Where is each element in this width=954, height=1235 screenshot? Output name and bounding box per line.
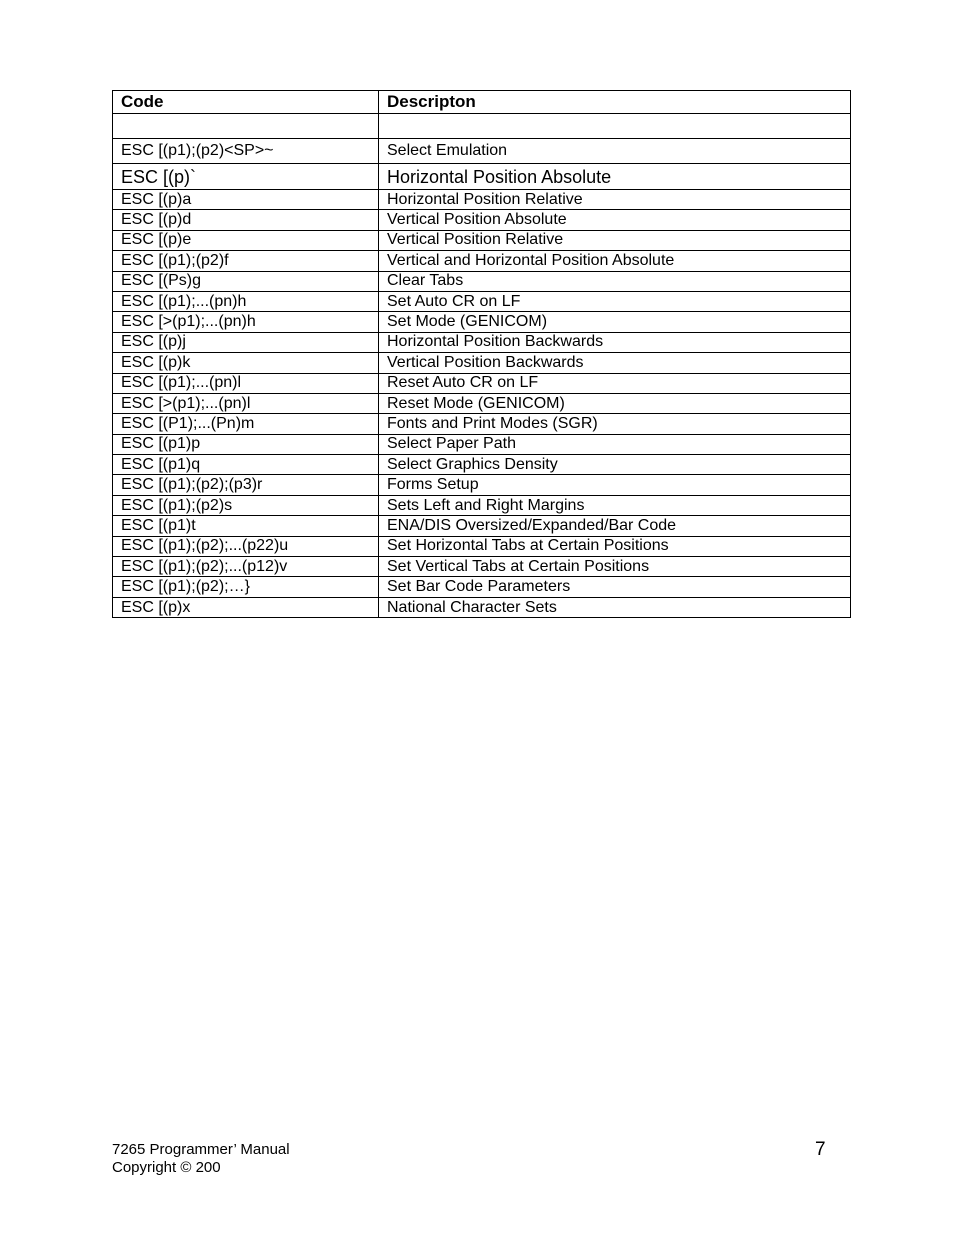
code-cell: ESC [(p)e xyxy=(113,230,379,250)
empty-row xyxy=(113,114,851,139)
description-cell: Reset Auto CR on LF xyxy=(379,373,851,393)
table-row xyxy=(113,455,851,475)
table-row xyxy=(113,312,851,332)
description-cell: Clear Tabs xyxy=(379,271,851,291)
description-cell: Set Bar Code Parameters xyxy=(379,577,851,597)
table-row xyxy=(113,271,851,291)
description-cell: Forms Setup xyxy=(379,475,851,495)
code-cell: ESC [>(p1);...(pn)h xyxy=(113,312,379,332)
table-row xyxy=(113,210,851,230)
table-row xyxy=(113,291,851,311)
description-column-header: Descripton xyxy=(379,91,851,114)
code-cell: ESC [(p)k xyxy=(113,353,379,373)
footer-copyright: Copyright © 200 xyxy=(112,1159,221,1176)
code-cell: ESC [(p)d xyxy=(113,210,379,230)
description-cell: Set Auto CR on LF xyxy=(379,291,851,311)
table-row xyxy=(113,414,851,434)
description-cell: Select Graphics Density xyxy=(379,455,851,475)
table-row xyxy=(113,332,851,352)
code-cell: ESC [(p)x xyxy=(113,597,379,617)
code-cell: ESC [(p1)t xyxy=(113,516,379,536)
code-cell: ESC [(P1);...(Pn)m xyxy=(113,414,379,434)
code-cell: ESC [(p1)p xyxy=(113,434,379,454)
code-cell: ESC [>(p1);...(pn)l xyxy=(113,393,379,413)
description-cell: Set Vertical Tabs at Certain Positions xyxy=(379,557,851,577)
description-cell: Select Emulation xyxy=(379,139,851,164)
escape-code-table xyxy=(112,90,851,618)
table-header-row xyxy=(113,91,851,114)
description-cell: Vertical and Horizontal Position Absolute xyxy=(379,251,851,271)
table-row xyxy=(113,230,851,250)
description-cell: Reset Mode (GENICOM) xyxy=(379,393,851,413)
page-footer xyxy=(112,1141,290,1177)
table-cell xyxy=(379,114,851,139)
description-cell: ENA/DIS Oversized/Expanded/Bar Code xyxy=(379,516,851,536)
description-cell: National Character Sets xyxy=(379,597,851,617)
table-row xyxy=(113,577,851,597)
description-cell: Vertical Position Absolute xyxy=(379,210,851,230)
table-cell xyxy=(113,114,379,139)
description-cell: Horizontal Position Backwards xyxy=(379,332,851,352)
code-column-header: Code xyxy=(113,91,379,114)
description-cell: Set Horizontal Tabs at Certain Positions xyxy=(379,536,851,556)
description-cell: Vertical Position Backwards xyxy=(379,353,851,373)
code-cell: ESC [(Ps)g xyxy=(113,271,379,291)
code-cell: ESC [(p1);(p2);...(p12)v xyxy=(113,557,379,577)
table-row xyxy=(113,393,851,413)
code-cell: ESC [(p)` xyxy=(113,164,379,190)
description-cell: Horizontal Position Absolute xyxy=(379,164,851,190)
footer-manual-title: 7265 Programmer’ Manual xyxy=(112,1141,290,1158)
description-cell: Sets Left and Right Margins xyxy=(379,495,851,515)
code-cell: ESC [(p1)q xyxy=(113,455,379,475)
table-row xyxy=(113,434,851,454)
code-cell: ESC [(p1);(p2);...(p22)u xyxy=(113,536,379,556)
code-cell: ESC [(p1);(p2);(p3)r xyxy=(113,475,379,495)
table-row xyxy=(113,536,851,556)
code-cell: ESC [(p1);...(pn)l xyxy=(113,373,379,393)
table-row xyxy=(113,475,851,495)
table-row xyxy=(113,139,851,164)
code-cell: ESC [(p1);...(pn)h xyxy=(113,291,379,311)
table-row xyxy=(113,190,851,210)
page-number: 7 xyxy=(815,1139,826,1160)
description-cell: Vertical Position Relative xyxy=(379,230,851,250)
table-row xyxy=(113,495,851,515)
table-row xyxy=(113,353,851,373)
code-cell: ESC [(p1);(p2)s xyxy=(113,495,379,515)
table-row xyxy=(113,516,851,536)
description-cell: Horizontal Position Relative xyxy=(379,190,851,210)
table-row xyxy=(113,597,851,617)
table-row xyxy=(113,164,851,190)
code-cell: ESC [(p1);(p2)<SP>~ xyxy=(113,139,379,164)
description-cell: Set Mode (GENICOM) xyxy=(379,312,851,332)
code-cell: ESC [(p)a xyxy=(113,190,379,210)
table-row xyxy=(113,251,851,271)
table-row xyxy=(113,557,851,577)
code-cell: ESC [(p1);(p2);…} xyxy=(113,577,379,597)
description-cell: Select Paper Path xyxy=(379,434,851,454)
code-cell: ESC [(p)j xyxy=(113,332,379,352)
description-cell: Fonts and Print Modes (SGR) xyxy=(379,414,851,434)
code-cell: ESC [(p1);(p2)f xyxy=(113,251,379,271)
table-row xyxy=(113,373,851,393)
